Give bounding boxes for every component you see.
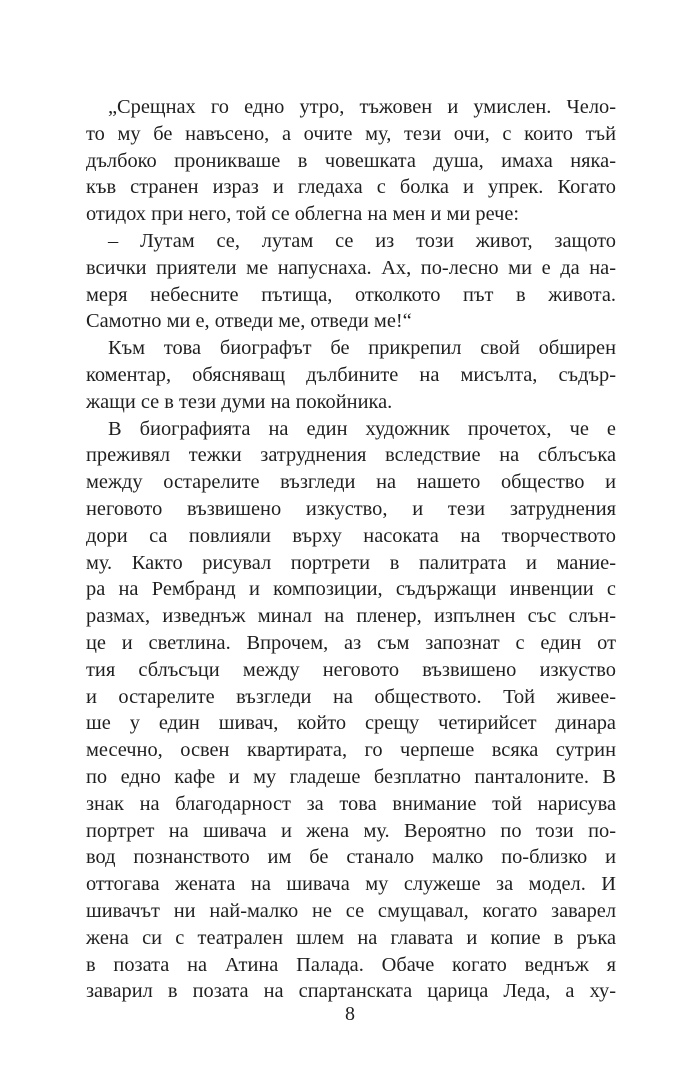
text-line: дори са повлияли върху насоката на творчеството — [86, 524, 616, 547]
text-line: неговото възвишено изкуство, и тези затруднения — [86, 497, 616, 520]
text-line: в позата на Атина Палада. Обаче когато веднъж я — [86, 953, 616, 976]
text-line: Към това биографът бе прикрепил свой обширен — [108, 337, 616, 360]
text-line: „Срещнах го едно утро, тъжовен и умислен. Чело- — [108, 96, 616, 118]
text-line: жащи се в тези думи на покойника. — [86, 390, 393, 413]
text-line: и остарелите възгледи на обществото. Той живее- — [86, 685, 616, 708]
text-line: це и светлина. Впрочем, аз съм запознат с един от — [86, 631, 616, 654]
text-line: тия сблъсъци между неговото възвишено изкуство — [86, 658, 616, 681]
text-line: знак на благодарност за това внимание той нарисува — [86, 792, 616, 815]
page-body — [86, 94, 616, 1005]
text-line: преживял тежки затруднения вследствие на сблъсъка — [86, 444, 616, 467]
text-line: ра на Рембранд и композиции, съдържащи инвенции с — [86, 578, 616, 601]
text-line: портрет на шивача и жена му. Вероятно по този по- — [86, 819, 616, 842]
text-line: между остарелите възгледи на нашето общество и — [86, 471, 616, 494]
page-number: 8 — [345, 1003, 355, 1025]
text-line: размах, изведнъж минал на пленер, изпълнен със слън- — [86, 605, 616, 628]
text-line: месечно, освен квартирата, го черпеше всяка сутрин — [86, 739, 616, 762]
text-line: дълбоко проникваше в човешката душа, имаха няка- — [86, 149, 616, 172]
text-line: вод познанството им бе станало малко по-близко и — [86, 846, 616, 869]
text-line: то му бе навъсено, а очите му, тези очи, с които тъй — [86, 122, 616, 145]
text-line: шивачът ни най-малко не се смущавал, когато заварел — [86, 899, 616, 922]
text-line: заварил в позата на спартанската царица Леда, а ху- — [86, 980, 616, 1003]
text-line: – Лутам се, лутам се из този живот, защото — [108, 229, 616, 252]
text-line: меря небесните пътища, отколкото път в живота. — [86, 283, 616, 306]
text-line: оттогава жената на шивача му служеше за модел. И — [86, 873, 616, 896]
text-line: му. Както рисувал портрети в палитрата и мание- — [86, 551, 616, 574]
text-line: коментар, обясняващ дълбините на мисълта, съдър- — [86, 363, 616, 386]
text-line: жена си с театрален шлем на главата и копие в ръка — [86, 926, 616, 949]
text-line: по едно кафе и му гладеше безплатно панталоните. В — [86, 765, 616, 788]
text-line: всички приятели ме напуснаха. Ах, по-лесно ми е да на- — [86, 256, 616, 279]
text-line: ше у един шивач, който срещу четирийсет динара — [86, 712, 616, 735]
text-line: Самотно ми е, отведи ме, отведи ме!“ — [86, 310, 412, 333]
text-line: В биографията на един художник прочетох, че е — [108, 417, 616, 440]
text-line: отидох при него, той се облегна на мен и ми рече: — [86, 203, 520, 226]
text-line: къв странен израз и гледаха с болка и упрек. Когато — [86, 176, 616, 199]
